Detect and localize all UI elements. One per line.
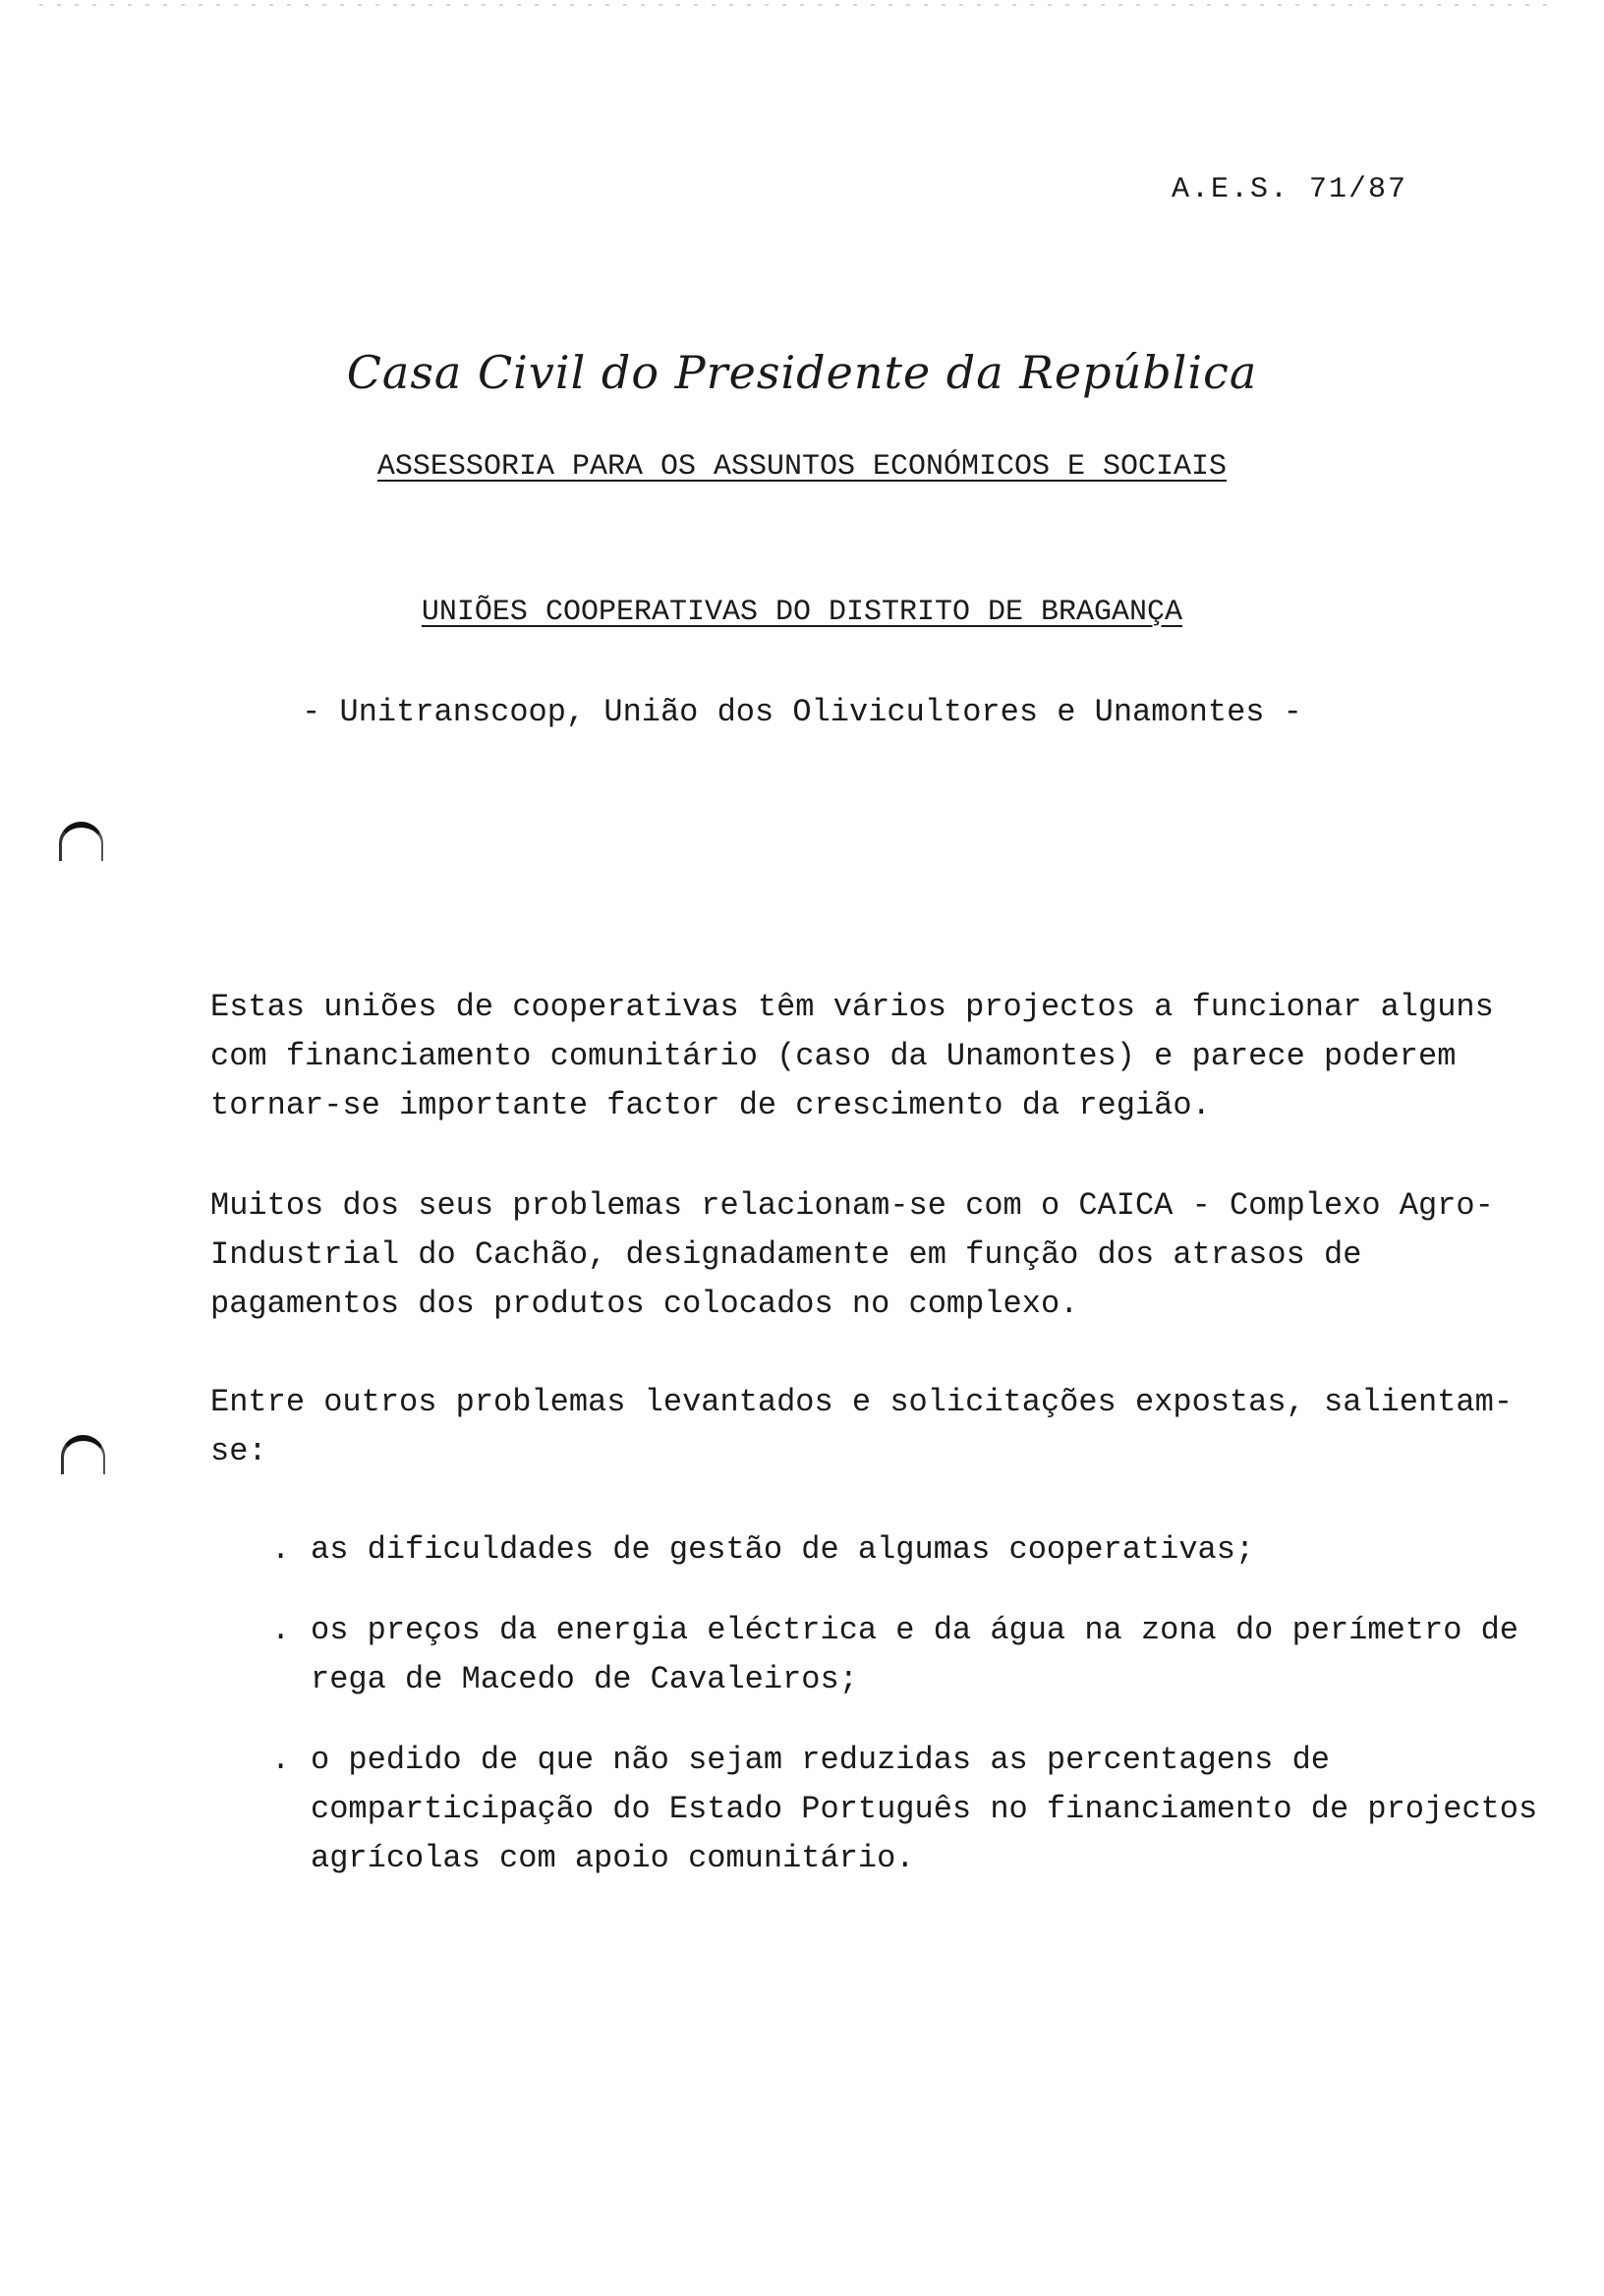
document-reference: A.E.S. 71/87 <box>1171 173 1407 206</box>
paragraph-3: Entre outros problemas levantados e solicitações expostas, salientam-se: <box>210 1384 1514 1469</box>
bullet-marker: . <box>271 1531 291 1568</box>
list-item-text: as dificuldades de gestão de algumas cooperativas; <box>311 1531 1255 1568</box>
document-title-text: UNIÕES COOPERATIVAS DO DISTRITO DE BRAGANÇA <box>421 596 1183 629</box>
paragraph-2: Muitos dos seus problemas relacionam-se com o CAICA - Complexo Agro-Industrial do Cachão, designadamente em função dos atrasos de pagamentos dos produtos colocados no complexo. <box>210 1187 1494 1322</box>
scan-artifact-line <box>39 4 1553 6</box>
letterhead: Casa Civil do Presidente da República <box>346 346 1258 399</box>
document-title <box>0 596 1604 629</box>
list-item-text: o pedido de que não sejam reduzidas as percentagens de comparticipação do Estado Português no financiamento de projectos agrícolas com apoio comunitário. <box>311 1742 1538 1876</box>
punch-hole-mark <box>59 822 103 861</box>
paragraph-1: Estas uniões de cooperativas têm vários projectos a funcionar alguns com financiamento comunitário (caso da Unamontes) e parece poderem tornar-se importante factor de crescimento da região. <box>210 989 1494 1123</box>
department-heading <box>0 450 1604 484</box>
problems-list <box>271 1525 1549 1915</box>
list-item <box>271 1525 1549 1575</box>
document-subtitle: - Unitranscoop, União dos Olivicultores e Unamontes - <box>302 694 1302 730</box>
punch-hole-mark <box>61 1435 105 1474</box>
list-item-text: os preços da energia eléctrica e da água na zona do perímetro de rega de Macedo de Cavaleiros; <box>311 1612 1518 1697</box>
department-heading-text: ASSESSORIA PARA OS ASSUNTOS ECONÓMICOS E SOCIAIS <box>376 450 1228 484</box>
list-item <box>271 1606 1549 1704</box>
bullet-marker: . <box>271 1612 291 1648</box>
list-item <box>271 1736 1549 1883</box>
bullet-marker: . <box>271 1742 291 1778</box>
